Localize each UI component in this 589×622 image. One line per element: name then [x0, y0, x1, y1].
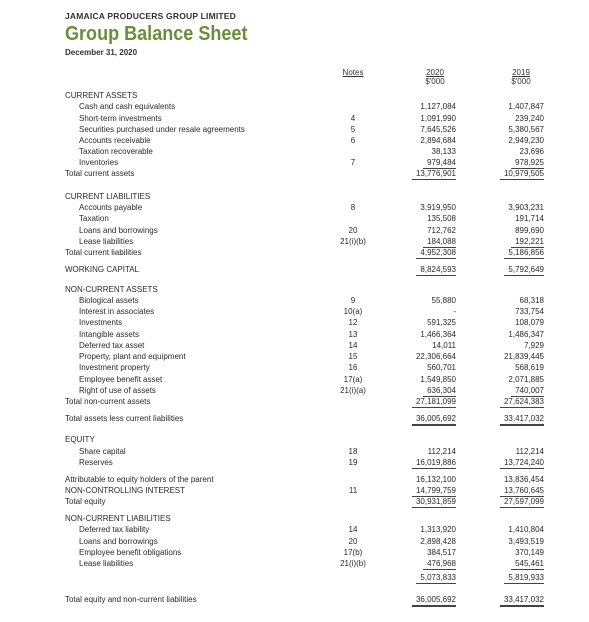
value-2020: 560,701 [427, 363, 456, 372]
value-2019: 21,839,445 [503, 352, 544, 361]
table-row [0, 536, 589, 547]
row-note: 9 [350, 296, 356, 305]
table-row [0, 284, 589, 295]
row-label: Total equity [65, 497, 106, 506]
table-row [0, 124, 589, 135]
value-2020: 476,968 [423, 558, 456, 570]
value-2019: 33,417,032 [500, 413, 544, 426]
row-label: Deferred tax asset [79, 341, 145, 350]
table-row [0, 157, 589, 168]
row-label: Loans and borrowings [79, 537, 158, 546]
value-2020: 22,306,664 [415, 352, 456, 361]
row-label: NON-CURRENT LIABILITIES [65, 514, 171, 523]
page-title: Group Balance Sheet [65, 22, 248, 45]
row-note: 5 [350, 125, 356, 134]
row-label: Lease liabilities [79, 559, 134, 568]
row-label: Employee benefit obligations [79, 548, 182, 557]
table-row [0, 329, 589, 340]
row-label: EQUITY [65, 435, 95, 444]
row-note: 14 [348, 341, 358, 350]
value-2020: 5,073,833 [416, 572, 456, 584]
value-2020: 636,304 [423, 385, 456, 397]
row-label: Taxation [79, 214, 109, 223]
year-2019-unit: $'000 [511, 77, 531, 86]
row-label: Total current liabilities [65, 248, 142, 257]
table-row [0, 90, 589, 101]
table-row [0, 513, 589, 524]
row-label: Total non-current assets [65, 397, 151, 406]
value-2020: 3,919,950 [420, 203, 456, 212]
row-label: Lease liabilities [79, 237, 134, 246]
row-label: NON-CONTROLLING INTEREST [65, 486, 186, 495]
row-note: 21(i)(a) [340, 386, 366, 395]
value-2020: 2,898,428 [420, 537, 456, 546]
row-note: 7 [350, 158, 356, 167]
value-2019: 899,690 [515, 226, 544, 235]
row-label: Total current assets [65, 169, 135, 178]
value-2019: 545,461 [511, 558, 544, 570]
row-note: 8 [350, 203, 356, 212]
table-row [0, 385, 589, 396]
value-2020: 184,088 [423, 236, 456, 248]
year-2019-label: 2019 [512, 68, 530, 77]
value-2020: 38,133 [431, 147, 456, 156]
table-row [0, 135, 589, 146]
value-2019: 23,696 [519, 147, 544, 156]
row-label: Accounts receivable [79, 136, 151, 145]
row-note: 17(a) [343, 375, 363, 384]
table-row [0, 306, 589, 317]
value-2020: 384,517 [427, 548, 456, 557]
value-2020: 8,824,593 [416, 264, 456, 276]
value-2020: 14,011 [432, 341, 456, 350]
row-label: CURRENT LIABILITIES [65, 192, 151, 201]
row-note: 21(i)(b) [340, 559, 366, 568]
value-2020: 2,894,684 [420, 136, 456, 145]
table-row [0, 146, 589, 157]
year-2020-column-header [410, 68, 460, 86]
value-2019: 733,754 [515, 307, 544, 316]
value-2020: 112,214 [427, 447, 456, 456]
value-2019: 108,079 [515, 318, 544, 327]
row-label: Loans and borrowings [79, 226, 158, 235]
row-label: Employee benefit asset [79, 375, 163, 384]
notes-header-label: Notes [342, 68, 364, 77]
value-2020: 712,762 [427, 226, 456, 235]
value-2019: 370,149 [515, 548, 544, 557]
value-2019: 239,240 [515, 114, 544, 123]
table-row [0, 247, 589, 258]
year-2019-column-header [496, 68, 546, 86]
year-2020-unit: $'000 [425, 77, 445, 86]
row-label: Total assets less current liabilities [65, 414, 184, 423]
table-row [0, 168, 589, 179]
row-label: Investment property [79, 363, 150, 372]
table-row [0, 558, 589, 569]
notes-column-header [332, 68, 374, 77]
value-2019: 3,903,231 [508, 203, 544, 212]
row-label: Investments [79, 318, 123, 327]
table-row [0, 457, 589, 468]
value-2020: 1,313,920 [420, 525, 456, 534]
value-2020: 135,508 [427, 214, 456, 223]
row-note: 15 [348, 352, 358, 361]
row-note: 18 [348, 447, 358, 456]
row-note: 4 [350, 114, 356, 123]
table-row [0, 213, 589, 224]
value-2020: 979,484 [423, 157, 456, 169]
value-2019: 13,724,240 [500, 457, 544, 469]
row-label: WORKING CAPITAL [65, 265, 140, 274]
value-2019: 1,407,847 [508, 102, 544, 111]
row-label: Total equity and non-current liabilities [65, 595, 197, 604]
table-row [0, 396, 589, 407]
row-label: Biological assets [79, 296, 139, 305]
row-note: 21(i)(b) [340, 237, 366, 246]
table-row [0, 264, 589, 275]
row-label: Share capital [79, 447, 126, 456]
value-2020: 1,549,850 [420, 375, 456, 384]
table-row [0, 374, 589, 385]
row-label: Interest in associates [79, 307, 155, 316]
row-label: Short-term investments [79, 114, 162, 123]
value-2020: 27,181,099 [412, 396, 456, 408]
row-label: Property, plant and equipment [79, 352, 186, 361]
statement-date: December 31, 2020 [65, 48, 138, 57]
value-2020: 591,325 [427, 318, 456, 327]
table-row [0, 524, 589, 535]
row-note: 16 [348, 363, 358, 372]
table-row [0, 594, 589, 605]
value-2020: 36,005,692 [412, 594, 456, 607]
value-2020: 7,645,526 [420, 125, 456, 134]
value-2020: 4,952,308 [416, 247, 456, 259]
value-2020: 30,931,859 [412, 496, 456, 508]
value-2019: 10,979,505 [500, 168, 544, 180]
value-2019: 191,714 [515, 214, 544, 223]
table-row [0, 295, 589, 306]
table-row [0, 340, 589, 351]
table-row [0, 225, 589, 236]
value-2019: 112,214 [515, 447, 544, 456]
row-note: 20 [348, 537, 358, 546]
table-row [0, 547, 589, 558]
row-note: 6 [350, 136, 356, 145]
table-row [0, 496, 589, 507]
table-row [0, 101, 589, 112]
value-2019: 1,486,347 [508, 330, 544, 339]
value-2019: 13,836,454 [503, 475, 544, 484]
row-note: 17(b) [343, 548, 363, 557]
value-2019: 5,186,856 [504, 247, 544, 259]
value-2019: 68,318 [519, 296, 544, 305]
value-2019: 13,760,645 [500, 485, 544, 497]
row-note: 12 [348, 318, 358, 327]
value-2019: 192,221 [511, 236, 544, 248]
row-label: Cash and cash equivalents [79, 102, 176, 111]
value-2020: 16,019,886 [412, 457, 456, 469]
row-note: 20 [348, 226, 358, 235]
value-2019: 3,493,519 [508, 537, 544, 546]
value-2020: 1,466,364 [420, 330, 456, 339]
company-name: JAMAICA PRODUCERS GROUP LIMITED [65, 11, 237, 21]
row-label: Accounts payable [79, 203, 143, 212]
row-label: Deferred tax liability [79, 525, 150, 534]
table-row [0, 572, 589, 583]
value-2020: 14,799,759 [412, 485, 456, 497]
row-label: NON-CURRENT ASSETS [65, 285, 158, 294]
value-2019: 5,380,567 [508, 125, 544, 134]
row-label: Right of use of assets [79, 386, 156, 395]
value-2019: 740,007 [511, 385, 544, 397]
table-row [0, 413, 589, 424]
value-2019: 568,619 [515, 363, 544, 372]
value-2020: 55,880 [431, 296, 456, 305]
value-2019: 7,929 [523, 341, 544, 350]
table-row [0, 351, 589, 362]
value-2020: 36,005,692 [412, 413, 456, 426]
table-row [0, 317, 589, 328]
table-row [0, 113, 589, 124]
table-row [0, 474, 589, 485]
row-label: Reserves [79, 458, 113, 467]
value-2019: 27,597,099 [500, 496, 544, 508]
value-2020: 16,132,100 [415, 475, 456, 484]
row-label: Intangible assets [79, 330, 140, 339]
row-label: Inventories [79, 158, 119, 167]
value-2020: 1,127,084 [420, 102, 456, 111]
row-label: Attributable to equity holders of the parent [65, 475, 214, 484]
row-note: 13 [348, 330, 358, 339]
value-2020: - [453, 307, 456, 316]
table-row [0, 362, 589, 373]
table-row [0, 434, 589, 445]
row-note: 19 [348, 458, 358, 467]
value-2019: 1,410,804 [508, 525, 544, 534]
value-2019: 2,071,885 [508, 375, 544, 384]
row-label: Taxation recoverable [79, 147, 153, 156]
value-2020: 13,776,901 [412, 168, 456, 180]
year-2020-label: 2020 [426, 68, 444, 77]
table-row [0, 446, 589, 457]
table-row [0, 191, 589, 202]
value-2019: 33,417,032 [500, 594, 544, 607]
table-row [0, 202, 589, 213]
table-row [0, 485, 589, 496]
row-label: Securities purchased under resale agreements [79, 125, 245, 134]
row-note: 10(a) [343, 307, 363, 316]
value-2019: 2,949,230 [508, 136, 544, 145]
row-note: 11 [348, 486, 358, 495]
row-label: CURRENT ASSETS [65, 91, 138, 100]
value-2019: 5,792,649 [504, 264, 544, 276]
table-row [0, 236, 589, 247]
value-2020: 1,091,990 [420, 114, 456, 123]
value-2019: 5,819,933 [504, 572, 544, 584]
row-note: 14 [348, 525, 358, 534]
value-2019: 978,925 [511, 157, 544, 169]
value-2019: 27,624,383 [500, 396, 544, 408]
